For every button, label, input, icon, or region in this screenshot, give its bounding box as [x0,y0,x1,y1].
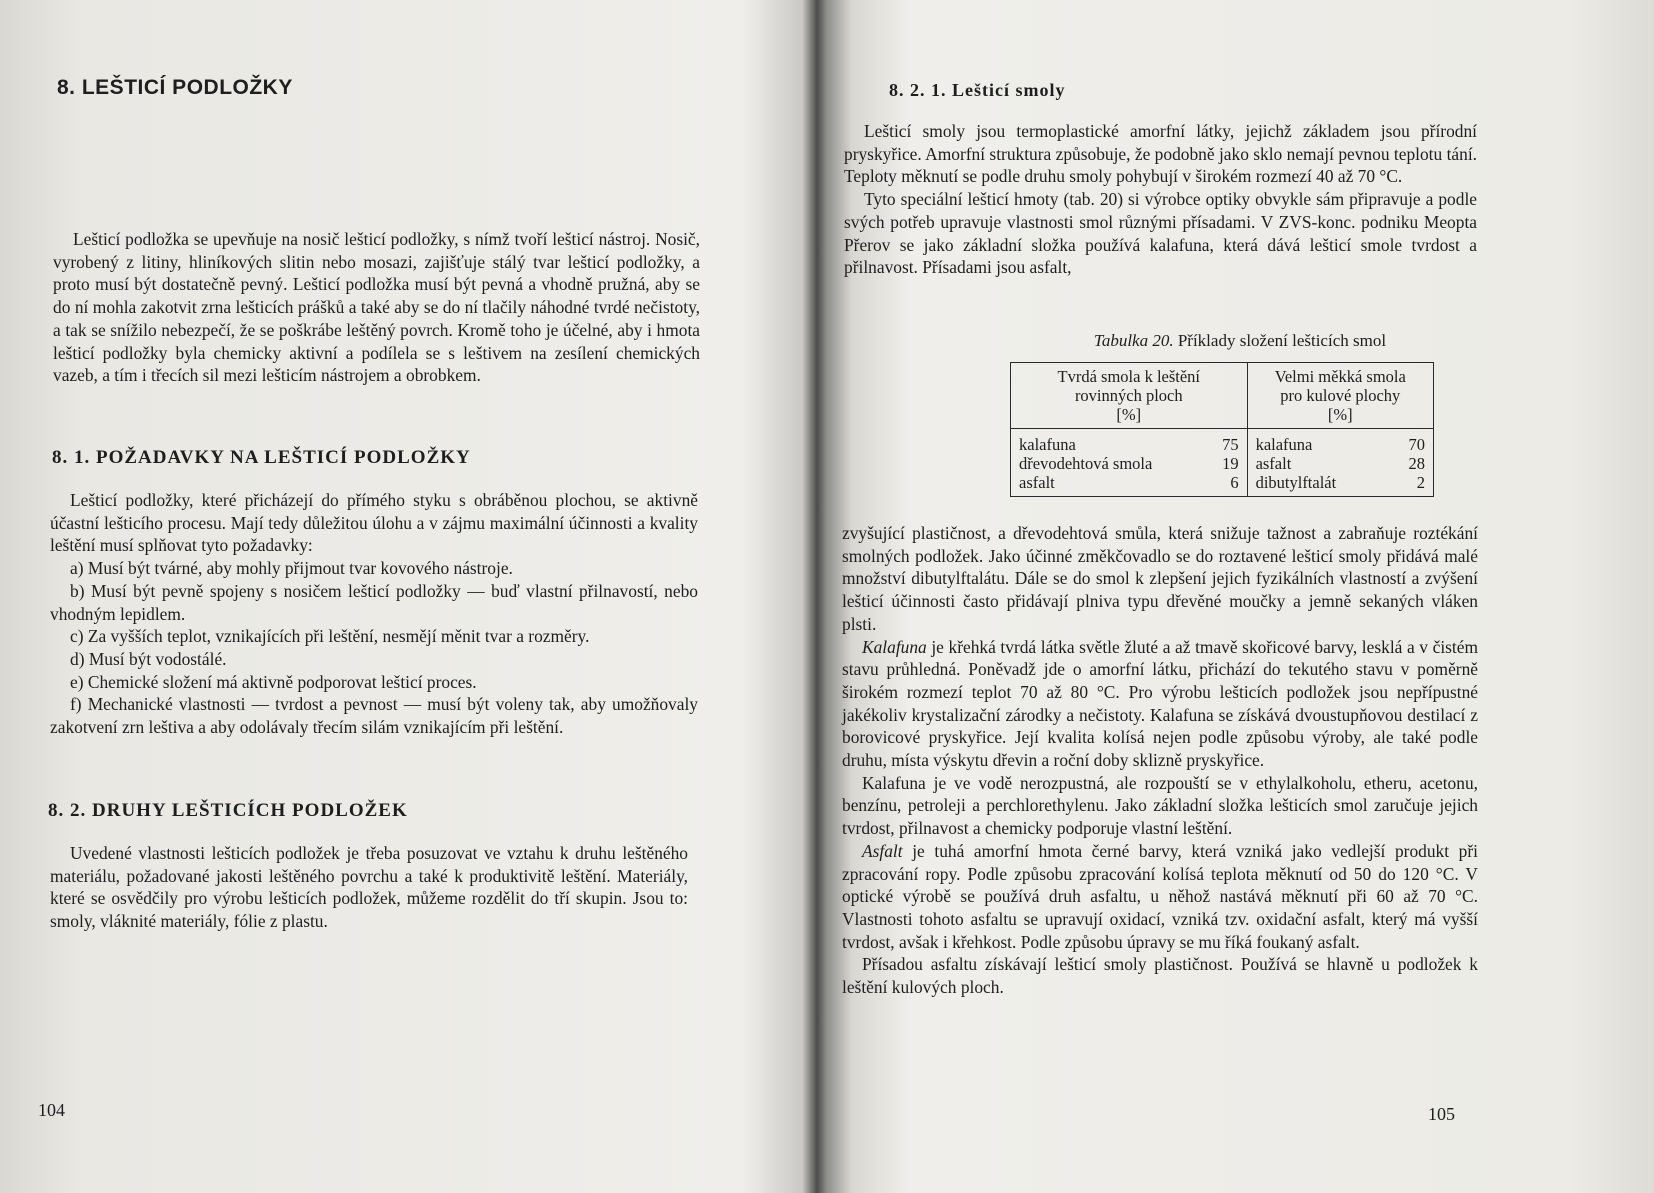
requirement-item: e) Chemické složení má aktivně podporovat lešticí proces. [70,671,477,692]
paragraph-kalafuna: Kalafuna je křehká tvrdá látka světle žluté a až tmavě skořicové barvy, lesklá a v čistém stavu průhledná. Poněvadž jde o amorfní látku, přichází do tekutého stavu v poměrně širokém rozmezí teplot 70 až 80 °C. Pro výrobu lešticích podložek jsou nepřípustné jakékoliv krystalizační zárodky a nečistoty. Kalafuna se získává dvoustupňovou destilací z borovicové pryskyřice. Její kvalita kolísá nejen podle způsobu výroby, ale také podle druhu, místa výskytu dřevin a roční doby sklizně pryskyřice. [842,636,1478,771]
table-cell: kalafuna [1247,429,1386,455]
table-caption-label: Tabulka 20. [1093,331,1174,350]
table-cell: 2 [1416,473,1425,492]
table-cell: kalafuna [1019,435,1076,454]
types-text: Uvedené vlastnosti lešticích podložek je třeba posuzovat ve vztahu k druhu leštěného materiálu, požadované jakosti leštěného povrchu a také k produktivitě leštění. Materiály, které se osvědčily pro výrobu lešticích podložek, můžeme rozdělit do tří skupin. Jsou to: smoly, vláknité materiály, fólie z plastu. [50,843,688,932]
page-number: 104 [38,1100,65,1120]
table-caption [830,331,1650,351]
requirement-item: c) Za vyšších teplot, vznikajících při leštění, nesmějí měnit tvar a rozměry. [70,626,590,647]
term-kalafuna: Kalafuna [862,636,927,657]
term-asfalt: Asfalt [862,840,903,861]
paragraph: Kalafuna je ve vodě nerozpustná, ale rozpouští se v ethylalkoholu, etheru, acetonu, benzínu, petroleji a perchlorethylenu. Jako základní složka lešticích smol zaručuje jejich tvrdost, přilnavost a chemicky podporuje vlastní leštění. [842,772,1478,839]
requirement-item: d) Musí být vodostálé. [70,648,227,669]
table-row [1011,454,1434,473]
right-page [830,0,1654,1193]
types-paragraph [50,842,688,933]
table-cell: dřevodehtová smola [1019,454,1153,473]
paragraph: zvyšující plastičnost, a dřevodehtová smůla, která snižuje tažnost a zabraňuje roztékání smolných podložek. Jako účinné změkčovadlo se do roztavené lešticí smoly přidává malé množství dibutylftalátu. Dále se do smol k zlepšení jejich fyzikálních vlastností a zvýšení lešticí účinnosti často přidávají plniva typu dřevěné moučky a jemně sekaných vláken plsti. [842,523,1478,634]
section-heading-pitches: 8. 2. 1. Lešticí smoly [889,80,1066,100]
table-row [1011,473,1434,497]
table-caption-text: Příklady složení lešticích smol [1177,331,1387,350]
column-header-hard-pitch: Tvrdá smola k leštění rovinných ploch [%] [1011,363,1248,429]
table-cell: 28 [1408,454,1425,473]
chapter-title: 8. LEŠTICÍ PODLOŽKY [57,76,293,99]
section-heading-types: 8. 2. DRUHY LEŠTICÍCH PODLOŽEK [48,800,408,821]
paragraph: Lešticí smoly jsou termoplastické amorfní látky, jejichž základem jsou přírodní pryskyřice. Amorfní struktura způsobuje, že podobně jako sklo nemají pevnou teplotu tání. Teploty měknutí se podle druhu smoly pohybují v širokém rozmezí 40 až 70 °C. [844,121,1477,187]
pitches-intro [844,120,1477,279]
left-page [0,0,800,1193]
table-cell: dibutylftalát [1247,473,1386,497]
table-cell: 75 [1222,435,1239,454]
section-heading-requirements: 8. 1. POŽADAVKY NA LEŠTICÍ PODLOŽKY [52,447,471,468]
table-cell: asfalt [1019,473,1055,492]
paragraph-asfalt: Asfalt je tuhá amorfní hmota černé barvy, která vzniká jako vedlejší produkt při zpracování ropy. Podle způsobu zpracování kolísá teplota měknutí od 50 do 120 °C. V optické výrobě se používá druh asfaltu, u něhož nastává měknutí při 60 až 70 °C. Vlastnosti tohoto asfaltu se upravují oxidací, vzniká tzv. oxidační asfalt, který má vyšší tvrdost, avšak i křehkost. Podle způsobu úpravy se mu říká foukaný asfalt. [842,840,1478,952]
table-cell: 70 [1408,435,1425,454]
paragraph: Přísadou asfaltu získávají lešticí smoly plastičnost. Používá se hlavně u podložek k leštění kulových ploch. [842,954,1478,998]
requirement-item: a) Musí být tvárné, aby mohly přijmout tvar kovového nástroje. [70,558,513,579]
table-cell: 19 [1222,454,1239,473]
table-cell: asfalt [1247,454,1386,473]
requirement-item: b) Musí být pevně spojeny s nosičem lešticí podložky — buď vlastní přilnavostí, nebo vhodným lepidlem. [50,580,698,624]
pitches-body [842,522,1478,999]
table-row [1011,429,1434,455]
requirements-lead: Lešticí podložky, které přicházejí do přímého styku s obráběnou plochou, se aktivně účastní lešticího procesu. Mají tedy důležitou úlohu a v zájmu maximální účinnosti a kvality leštění musí splňovat tyto požadavky: [50,490,698,556]
table-cell: 6 [1230,473,1239,492]
paragraph: Tyto speciální lešticí hmoty (tab. 20) si výrobce optiky obvykle sám připravuje a podle svých potřeb upravuje vlastnosti smol různými přísadami. V ZVS-konc. podniku Meopta Přerov se jako základní složka používá kalafuna, která dává lešticí smole tvrdost a přilnavost. Přísadami jsou asfalt, [844,189,1477,278]
requirement-item: f) Mechanické vlastnosti — tvrdost a pevnost — musí být voleny tak, aby umožňovaly zakotvení zrn leštiva a aby odolávaly třecím silám vznikajícím při leštění. [50,694,698,738]
intro-text: Lešticí podložka se upevňuje na nosič lešticí podložky, s nímž tvoří lešticí nástroj. Nosič, vyrobený z litiny, hliníkových slitin nebo mosazi, zajišťuje stálý tvar lešticí podložky, a proto musí být dostatečně pevný. Lešticí podložka musí být pevná a vhodně pružná, aby se do ní mohla zakotvit zrna lešticích prášků a také aby se do ní tlačily náhodné tvrdé nečistoty, a tak se snížilo nebezpečí, že se poškrábe leštěný povrch. Kromě toho je účelné, aby i hmota lešticí podložky byla chemicky aktivní a podílela se s leštivem na zesílení chemických vazeb, a tím i třecích sil mezi lešticím nástrojem a obrobkem. [53,229,700,386]
page-number: 105 [1428,1104,1455,1124]
requirements-block [50,489,698,739]
pitch-composition-table [1010,362,1434,497]
column-header-soft-pitch: Velmi měkká smola pro kulové plochy [%] [1247,363,1433,429]
intro-paragraph [53,228,700,387]
